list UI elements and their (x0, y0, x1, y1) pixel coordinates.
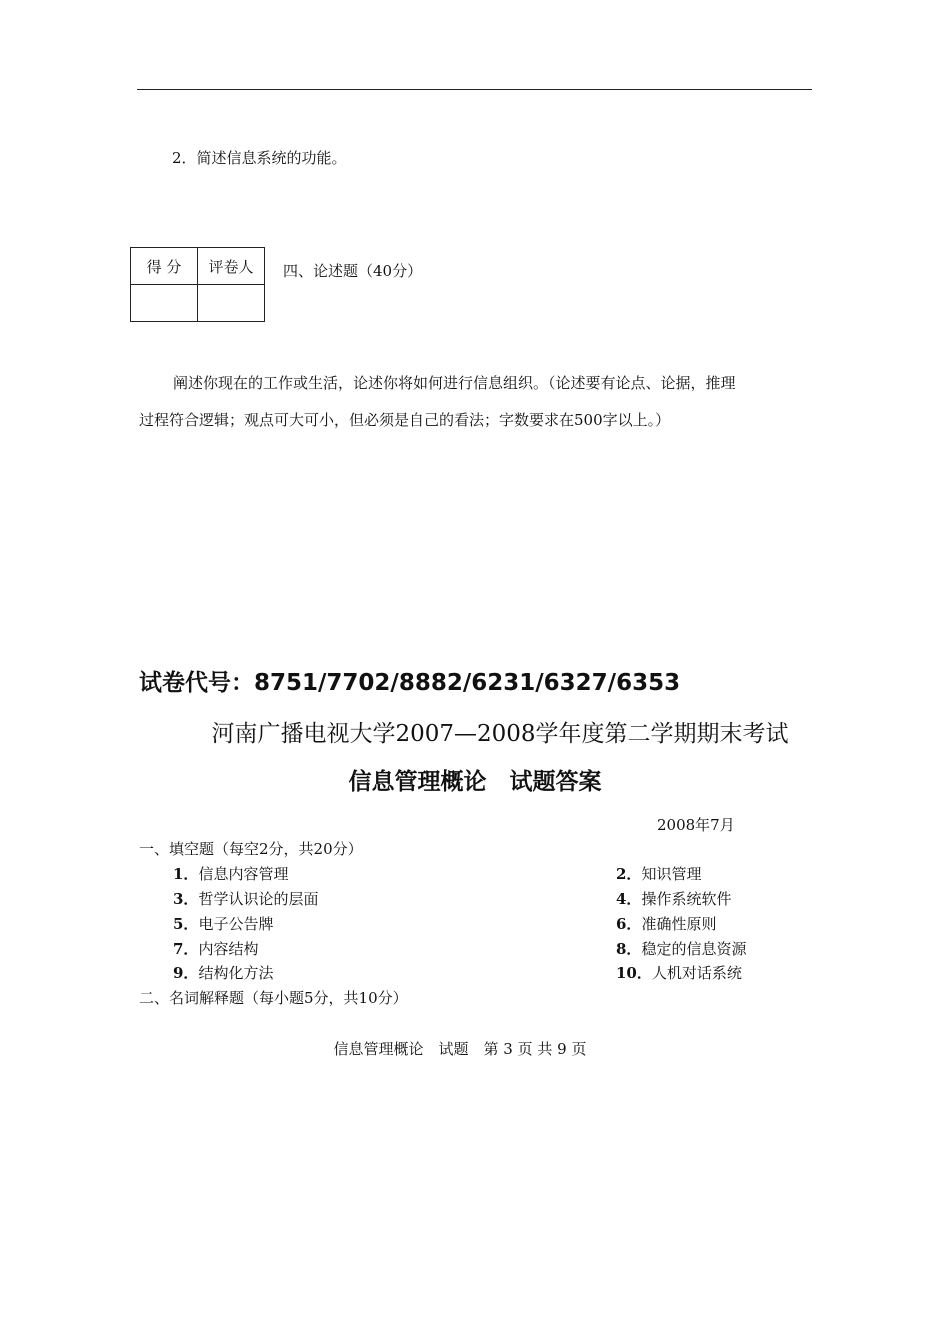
answer-item: 3．哲学认识论的层面 (173, 890, 319, 908)
section-1-title: 一、填空题（每空2分，共20分） (139, 840, 363, 858)
exam-title: 河南广播电视大学2007—2008学年度第二学期期末考试 (211, 721, 789, 747)
answer-title: 信息管理概论 试题答案 (348, 768, 602, 795)
exam-code: 试卷代号：8751/7702/8882/6231/6327/6353 (139, 670, 681, 696)
answer-item: 2．知识管理 (616, 865, 702, 883)
answer-item: 6．准确性原则 (616, 915, 717, 933)
grader-header: 评卷人 (198, 248, 265, 285)
question-2: 2．简述信息系统的功能。 (172, 149, 347, 167)
score-header: 得 分 (131, 248, 198, 285)
score-cell (131, 285, 198, 322)
exam-date: 2008年7月 (657, 816, 735, 834)
score-table (130, 247, 265, 322)
answer-item: 8．稳定的信息资源 (616, 940, 747, 958)
essay-prompt-line-1: 阐述你现在的工作或生活，论述你将如何进行信息组织。（论述要有论点、论据，推理 (173, 374, 736, 392)
answer-item: 10．人机对话系统 (616, 964, 742, 982)
header-rule (137, 89, 812, 90)
answer-item: 9．结构化方法 (173, 964, 274, 982)
answer-item: 5．电子公告牌 (173, 915, 274, 933)
answer-item: 1．信息内容管理 (173, 865, 289, 883)
section-2-title: 二、名词解释题（每小题5分，共10分） (139, 989, 408, 1007)
answer-item: 4．操作系统软件 (616, 890, 732, 908)
essay-prompt-line-2: 过程符合逻辑；观点可大可小，但必须是自己的看法；字数要求在500字以上。） (139, 411, 671, 429)
answer-item: 7．内容结构 (173, 940, 259, 958)
page-footer: 信息管理概论 试题 第 3 页 共 9 页 (333, 1040, 587, 1058)
section-4-title: 四、论述题（40分） (283, 262, 423, 280)
grader-cell (198, 285, 265, 322)
